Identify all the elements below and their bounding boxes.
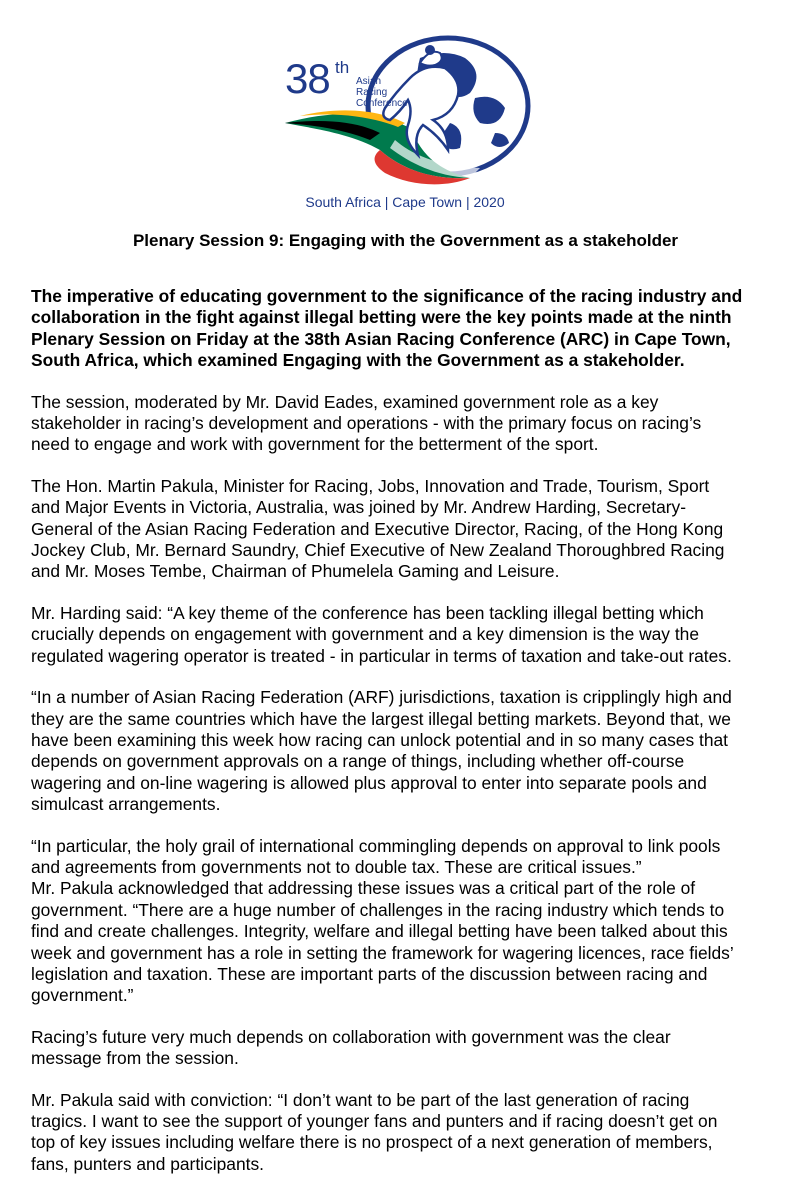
logo-location: South Africa | Cape Town | 2020: [305, 194, 505, 210]
article-body: [31, 286, 791, 1175]
body-paragraph: The Hon. Martin Pakula, Minister for Racing, Jobs, Innovation and Trade, Tourism, Sport and Major Events in Victoria, Australia, was joined by Mr. Andrew Harding, Secretary- General of the Asian Racing Federation and Executive Director, Racing, of the Hong Kong Jockey Club, Mr. Bernard Saundry, Chief Executive of New Zealand Thoroughbred Racing and Mr. Moses Tembe, Chairman of Phumelela Gaming and Leisure.: [31, 475, 725, 582]
body-paragraph: The session, moderated by Mr. David Eades, examined government role as a key stakeholder in racing’s development and operations - with the primary focus on racing’s need to engage and work with government for the betterment of the sport.: [31, 391, 702, 455]
logo-line-1: Asian: [356, 76, 382, 87]
session-title: Plenary Session 9: Engaging with the Government as a stakeholder: [132, 231, 679, 250]
body-paragraph: Mr. Pakula said with conviction: “I don’t want to be part of the last generation of racing tragics. I want to see the support of younger fans and punters and if racing doesn’t get on top of key issues including welfare there is no prospect of a next generation of members, fans, punters and participants.: [31, 1089, 718, 1174]
lead-paragraph: The imperative of educating government to the significance of the racing industry and collaboration in the fight against illegal betting were the key points made at the ninth Plenary Session on Friday at the 38th Asian Racing Conference (ARC) in Cape Town, South Africa, which examined Engaging with the Government as a stakeholder.: [31, 286, 743, 371]
body-paragraph: Mr. Pakula acknowledged that addressing these issues was a critical part of the role of government. “There are a huge number of challenges in the racing industry which tends to find and create challenges. Integrity, welfare and illegal betting have been talked about this week and government has a role in setting the framework for wagering licences, race fields’ legislation and taxation. These are important parts of the discussion between racing and government.”: [31, 878, 734, 1006]
logo-ordinal: th: [335, 58, 350, 77]
logo-subtitle: [356, 76, 408, 109]
logo-line-2: Racing: [356, 87, 388, 98]
logo-line-3: Conference: [356, 98, 408, 109]
body-paragraph: Mr. Harding said: “A key theme of the conference has been tackling illegal betting which crucially depends on engagement with government and a key dimension is the way the regulated wagering operator is treated - in particular in terms of taxation and take-out rates.: [31, 602, 732, 666]
body-paragraph: “In a number of Asian Racing Federation (ARF) jurisdictions, taxation is cripplingly high and they are the same countries which have the largest illegal betting markets. Beyond that, we have been examining this week how racing can unlock potential and in so many cases that depends on government approvals on a range of things, including whether off-course wagering and on-line wagering is allowed plus approval to enter into separate pools and simulcast arrangements.: [31, 687, 732, 815]
body-paragraph: Racing’s future very much depends on collaboration with government was the clear message from the session.: [31, 1026, 671, 1069]
conference-logo: [270, 28, 540, 218]
body-paragraph: “In particular, the holy grail of international commingling depends on approval to link pools and agreements from governments not to double tax. These are critical issues.”: [31, 835, 721, 877]
logo-number: 38: [285, 55, 330, 102]
